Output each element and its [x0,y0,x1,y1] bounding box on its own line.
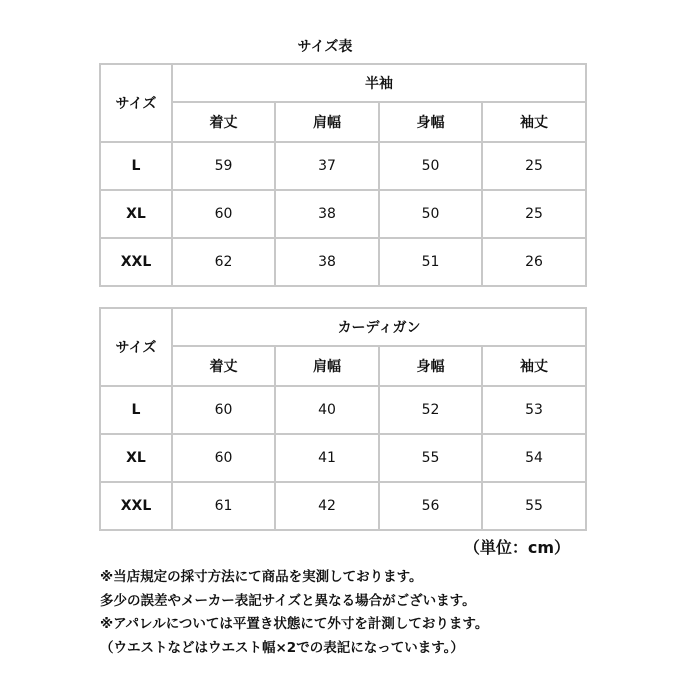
note-line: ※アパレルについては平置き状態にて外寸を計測しております。 [100,616,489,632]
value-cell: 54 [482,434,586,482]
column-header: 肩幅 [275,346,379,386]
size-header: サイズ [100,308,172,386]
table-row [100,434,586,482]
table-row [100,190,586,238]
value-cell: 60 [172,386,275,434]
column-header: 身幅 [379,346,482,386]
size-table-short-sleeve [99,63,587,287]
size-cell: L [100,386,172,434]
value-cell: 25 [482,142,586,190]
table-row [100,386,586,434]
group-header: 半袖 [172,64,586,102]
note-line: （ウエストなどはウエスト幅×2での表記になっています。） [100,639,464,656]
value-cell: 42 [275,482,379,530]
value-cell: 52 [379,386,482,434]
value-cell: 55 [482,482,586,530]
column-header: 身幅 [379,102,482,142]
value-cell: 53 [482,386,586,434]
column-header: 着丈 [172,346,275,386]
value-cell: 50 [379,142,482,190]
value-cell: 61 [172,482,275,530]
size-cell: XXL [100,238,172,286]
group-header: カーディガン [172,308,586,346]
table-row [100,482,586,530]
note-line: 多少の誤差やメーカー表記サイズと異なる場合がございます。 [100,592,476,609]
value-cell: 60 [172,434,275,482]
value-cell: 40 [275,386,379,434]
value-cell: 59 [172,142,275,190]
note-line: ※当店規定の採寸方法にて商品を実測しております。 [100,569,423,585]
value-cell: 62 [172,238,275,286]
value-cell: 56 [379,482,482,530]
value-cell: 51 [379,238,482,286]
table-row [100,142,586,190]
column-header: 着丈 [172,102,275,142]
size-cell: XL [100,434,172,482]
value-cell: 38 [275,190,379,238]
size-cell: XXL [100,482,172,530]
column-header: 袖丈 [482,102,586,142]
value-cell: 38 [275,238,379,286]
size-table-cardigan [99,307,587,531]
page-title: サイズ表 [297,39,353,55]
size-cell: L [100,142,172,190]
value-cell: 55 [379,434,482,482]
value-cell: 60 [172,190,275,238]
unit-label: （単位：cm） [463,538,570,557]
column-header: 肩幅 [275,102,379,142]
value-cell: 41 [275,434,379,482]
size-header: サイズ [100,64,172,142]
value-cell: 37 [275,142,379,190]
value-cell: 25 [482,190,586,238]
table-row [100,238,586,286]
column-header: 袖丈 [482,346,586,386]
notes [100,566,660,660]
value-cell: 50 [379,190,482,238]
size-cell: XL [100,190,172,238]
value-cell: 26 [482,238,586,286]
